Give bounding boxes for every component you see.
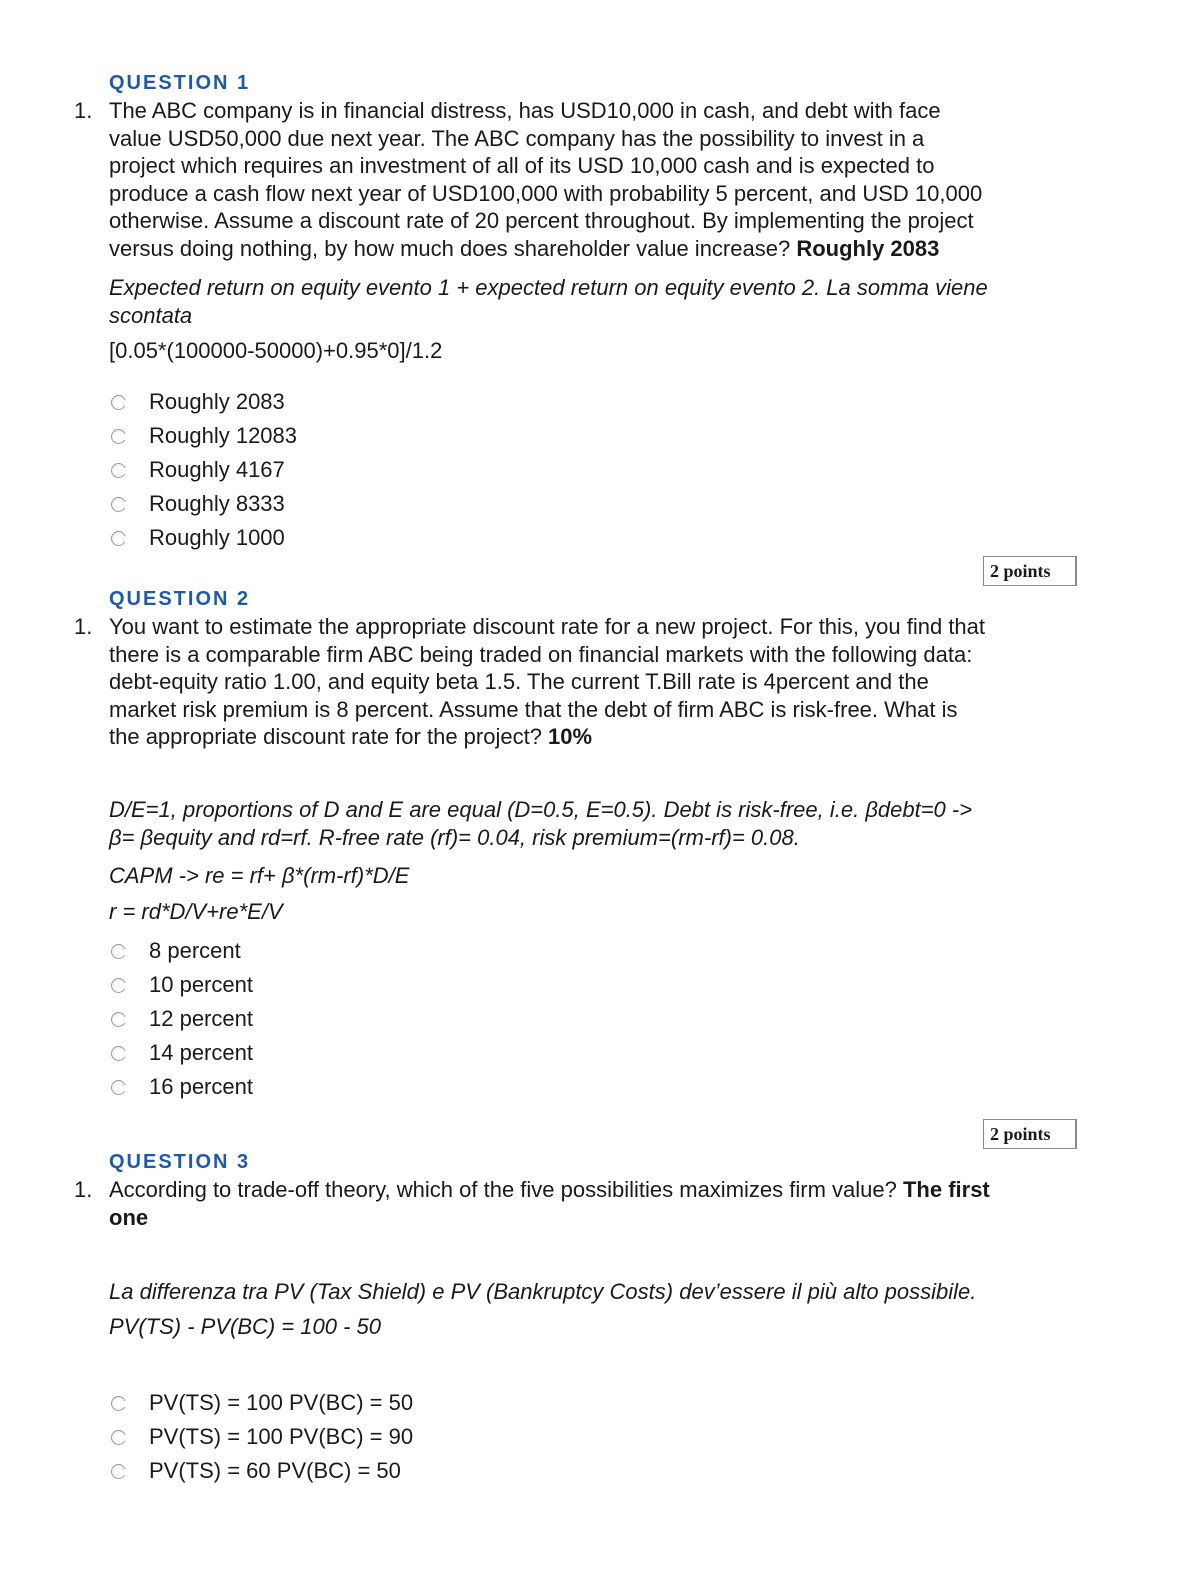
question-1-line-5: otherwise. Assume a discount rate of 20 percent throughout. By implementing the project [109,208,974,233]
option-label: 16 percent [149,1074,253,1099]
question-3-option-3[interactable] [111,1456,401,1486]
radio-button-icon[interactable] [111,497,126,512]
radio-button-icon[interactable] [111,531,126,546]
radio-button-icon[interactable] [111,1430,126,1445]
question-3-heading: QUESTION 3 [109,1151,251,1173]
question-2-line-3: debt-equity ratio 1.00, and equity beta 1.5. The current T.Bill rate is 4percent and the [109,669,929,694]
option-label: 8 percent [149,938,241,963]
question-3-formula: PV(TS) - PV(BC) = 100 - 50 [109,1314,382,1339]
radio-button-icon[interactable] [111,1046,126,1061]
question-1-option-2[interactable] [111,421,297,451]
radio-button-icon[interactable] [111,395,126,410]
question-2-formula-1: CAPM -> re = rf+ β*(rm-rf)*D/E [109,863,410,888]
question-1-line-1: The ABC company is in financial distress, has USD10,000 in cash, and debt with face [109,98,941,123]
question-3-answer: The first [902,1177,990,1202]
question-2-option-5[interactable] [111,1072,253,1102]
radio-button-icon[interactable] [111,944,126,959]
option-label: PV(TS) = 60 PV(BC) = 50 [149,1458,401,1483]
question-2-line-4: market risk premium is 8 percent. Assume that the debt of firm ABC is risk-free. What is [109,696,958,722]
radio-button-icon[interactable] [111,463,126,478]
question-3-text [109,1176,1099,1231]
question-2-heading: QUESTION 2 [109,588,251,610]
question-1-answer: Roughly 2083 [796,235,940,261]
option-label: PV(TS) = 100 PV(BC) = 90 [149,1424,414,1449]
radio-button-icon[interactable] [111,1464,126,1479]
question-2-line-5-text: the appropriate discount rate for the project? [109,724,549,749]
question-3-answer-wrap: one [109,1204,149,1230]
radio-button-icon[interactable] [111,1080,126,1095]
option-label: 12 percent [149,1006,253,1031]
option-label: Roughly 12083 [149,423,298,448]
question-3-line-1-text: According to trade-off theory, which of the five possibilities maximizes firm value? [109,1177,903,1202]
question-1-text [109,97,1099,262]
question-2-option-3[interactable] [111,1004,253,1034]
question-1-option-4[interactable] [111,489,285,519]
question-3-note: La differenza tra PV (Tax Shield) e PV (Bankruptcy Costs) dev’essere il più alto possibile. [109,1279,977,1304]
question-1-line-4: produce a cash flow next year of USD100,000 with probability 5 percent, and USD 10,000 [109,180,983,206]
question-1-note-line-2: scontata [109,303,193,328]
question-2-line-5 [109,723,1099,751]
question-2-number: 1. [74,614,93,639]
option-label: 10 percent [149,972,253,997]
question-2-option-2[interactable] [111,970,253,1000]
question-3-option-1[interactable] [111,1388,413,1418]
question-2-option-1[interactable] [111,936,241,966]
question-1-option-1[interactable] [111,387,285,417]
question-1-formula: [0.05*(100000-50000)+0.95*0]/1.2 [109,338,443,363]
radio-button-icon[interactable] [111,1012,126,1027]
question-1-line-3: project which requires an investment of all of its USD 10,000 cash and is expected to [109,153,935,178]
question-1-points-badge: 2 points [983,556,1077,586]
question-1-heading: QUESTION 1 [109,72,251,94]
question-2-line-2: there is a comparable firm ABC being traded on financial markets with the following data: [109,641,973,667]
question-2-note-line-2: β= βequity and rd=rf. R-free rate (rf)= 0.04, risk premium=(rm-rf)= 0.08. [109,825,800,850]
question-3-line-1 [109,1176,1099,1204]
question-1-line-6 [109,235,1099,263]
question-2-option-4[interactable] [111,1038,253,1068]
option-label: Roughly 1000 [149,525,285,550]
radio-button-icon[interactable] [111,1396,126,1411]
question-1-note-line-1: Expected return on equity evento 1 + expected return on equity evento 2. La somma viene [109,275,988,300]
question-2-note-line-1: D/E=1, proportions of D and E are equal (D=0.5, E=0.5). Debt is risk-free, i.e. βdebt=0 -> [109,797,973,822]
question-1-option-3[interactable] [111,455,285,485]
question-1-note [109,274,1099,330]
option-label: 14 percent [149,1040,253,1065]
question-3-number: 1. [74,1177,93,1202]
option-label: Roughly 4167 [149,457,285,482]
question-2-answer: 10% [548,724,593,749]
radio-button-icon[interactable] [111,429,126,444]
question-1-line-2: value USD50,000 due next year. The ABC company has the possibility to invest in a [109,125,925,151]
question-2-line-1: You want to estimate the appropriate discount rate for a new project. For this, you find that [109,614,986,639]
question-2-note [109,796,1099,852]
question-1-number: 1. [74,98,93,123]
question-2-points-badge: 2 points [983,1119,1077,1149]
question-2-text [109,613,1099,751]
question-1-option-5[interactable] [111,523,285,553]
option-label: PV(TS) = 100 PV(BC) = 50 [149,1390,414,1415]
question-3-option-2[interactable] [111,1422,413,1452]
radio-button-icon[interactable] [111,978,126,993]
option-label: Roughly 8333 [149,491,285,516]
question-1-line-6-text: versus doing nothing, by how much does shareholder value increase? [109,235,797,261]
question-2-formula-2: r = rd*D/V+re*E/V [109,899,283,924]
option-label: Roughly 2083 [149,389,285,414]
